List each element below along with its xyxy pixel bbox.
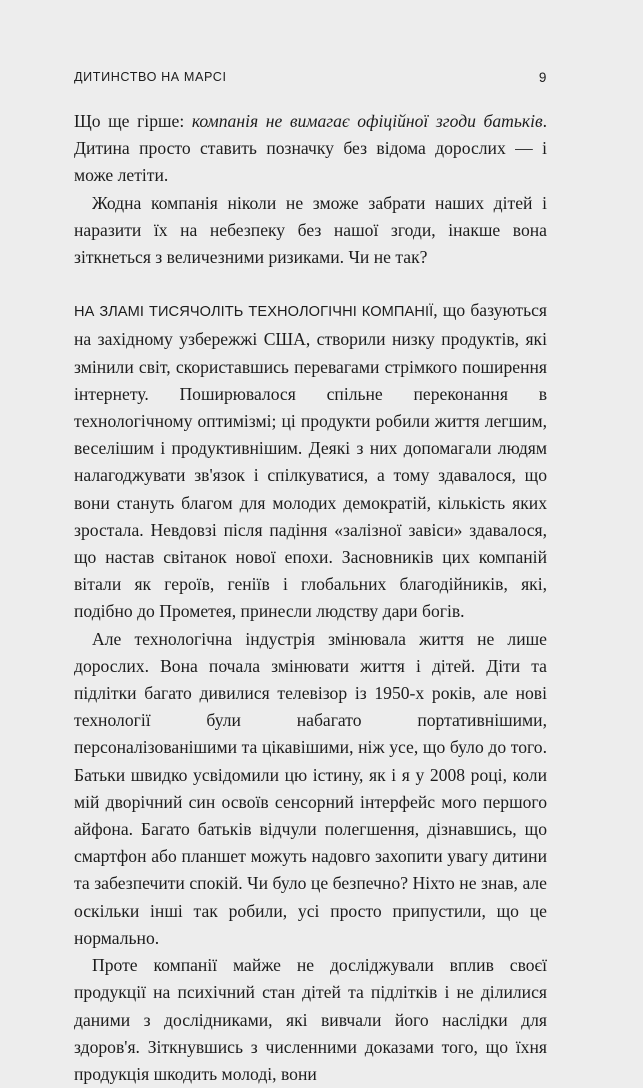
paragraph-2: Жодна компанія ніколи не зможе забрати наших дітей і наразити їх на небезпеку без нашої згоди, інакше вона зіткнеться з величезними ризиками. Чи не так? (74, 192, 547, 268)
section-lead-in: НА ЗЛАМІ ТИСЯЧОЛІТЬ ТЕХНОЛОГІЧНІ КОМПАНІЇ (74, 304, 434, 321)
paragraph-1-emphasis: компанія не вимагає офіційної згоди батьків (191, 111, 543, 131)
running-head (74, 70, 547, 88)
paragraph-4: Але технологічна індустрія змінювала життя не лише дорослих. Вона почала змінювати життя і дітей. Діти та підлітки багато дивилися телевізор із 1950-х років, але нові технології були набагато портативнішими, персоналізованішими та цікавішими, ніж усе, що було до того. Батьки швидко усвідомили цю істину, як і я у 2008 році, коли мій дворічний син освоїв сенсорний інтерфейс мого першого айфона. Багато батьків відчули полегшення, дізнавшись, що смартфон або планшет можуть надовго захопити увагу дитини та забезпечити спокій. Чи було це безпечно? Ніхто не знав, але оскільки інші так робили, усі просто припустили, що це нормально. (74, 628, 547, 948)
running-title: ДИТИНСТВО НА МАРСІ (74, 70, 227, 84)
paragraph-3-text: , що базуються на західному узбережжі США, створили низку продуктів, які змінили світ, скориставшись перевагами стрімкого поширення інтернету. Поширювалося спільне переконання в технологічному оптимізмі; ці продукти робили життя легшим, веселішим і продуктивнішим. Деякі з них допомагали людям налагоджувати зв'язок і спілкуватися, а тому здавалося, що вони стануть благом для молодих демократій, кількість яких зростала. Невдовзі після падіння «залізної завіси» здавалося, що настав світанок нової епохи. Засновників цих компаній вітали як героїв, геніїв і глобальних благодійників, які, подібно до Прометея, принесли людству дари богів. (74, 300, 547, 622)
paragraph-1-start: Що ще гірше: (74, 111, 192, 131)
paragraph-1 (74, 108, 547, 190)
paragraph-3 (74, 297, 547, 625)
text-body (74, 108, 547, 1088)
page-number: 9 (538, 70, 547, 85)
section-break (74, 271, 547, 297)
paragraph-1-end: . Дитина просто ставить позначку без відома дорослих — і може летіти. (74, 111, 547, 186)
paragraph-5: Проте компанії майже не досліджували вплив своєї продукції на психічний стан дітей та підлітків і не ділилися даними з дослідниками, які вивчали його наслідки для здоров'я. Зіткнувшись з численними доказами того, що їхня продукція шкодить молоді, вони (74, 955, 547, 1084)
